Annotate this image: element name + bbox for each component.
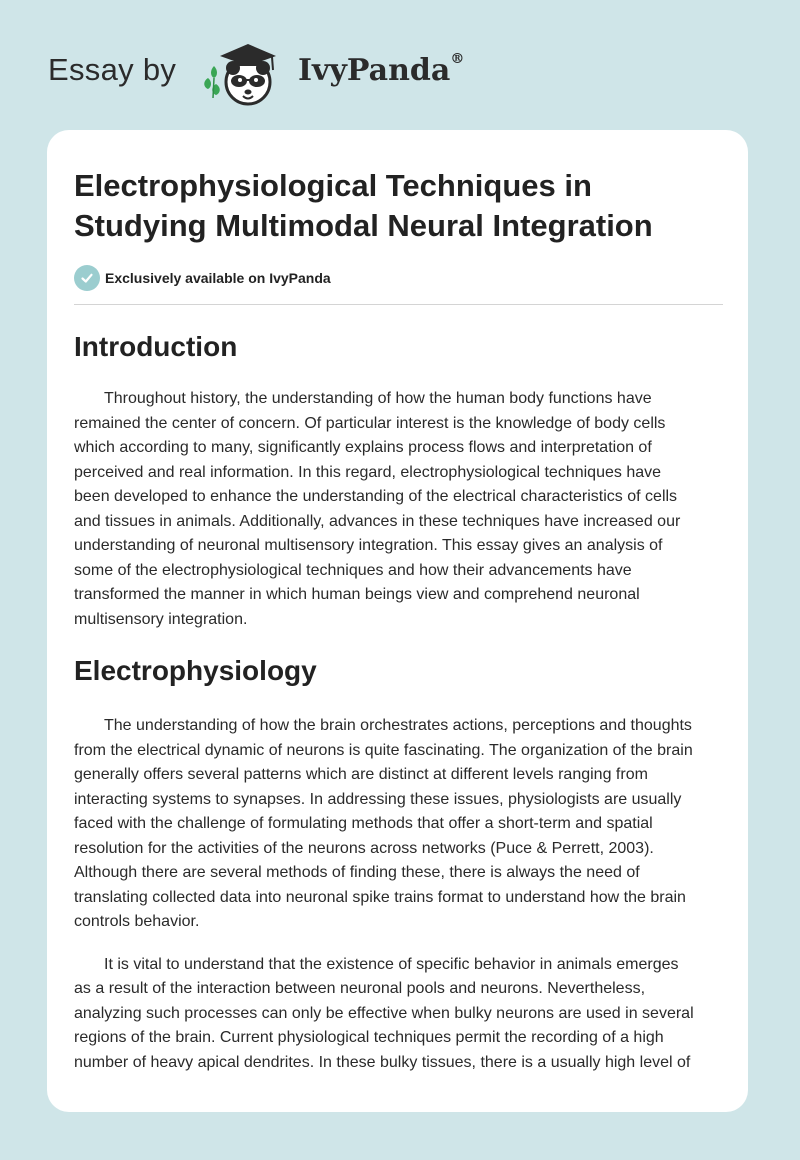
brand-header[interactable] — [48, 36, 508, 116]
divider — [74, 304, 723, 305]
brand-prefix: Essay by — [48, 52, 177, 87]
checkmark-icon — [74, 265, 100, 291]
exclusive-badge — [74, 265, 723, 291]
section-heading-electrophysiology: Electrophysiology — [74, 655, 317, 686]
ivypanda-logo-icon — [200, 36, 292, 108]
paragraph-electrophysiology-1: The understanding of how the brain orchestrates actions, perceptions and thoughts from the electrical dynamic of neurons is quite fascinating. The organization of the brain generally offers several patterns which are distinct at different levels ranging from interacting systems to synapses. In addressing these issues, physiologists are usually faced with the challenge of formulating methods that offer a short-term and spatial resolution for the activities of the neurons across networks (Puce & Perrett, 2003). Although there are several methods of finding these, there is always the need of translating collected data into neuronal spike trains format to understand how the brain controls behavior. — [74, 717, 693, 930]
exclusive-text: Exclusively available on IvyPanda — [105, 270, 331, 286]
paragraph-introduction: Throughout history, the understanding of how the human body functions have remained the center of concern. Of particular interest is the knowledge of body cells which according to many, significantly explains process flows and interpretation of perceived and real information. In this regard, electrophysiological techniques have been developed to enhance the understanding of the electrical characteristics of cells and tissues in animals. Additionally, advances in these techniques have increased our understanding of neuronal multisensory integration. This essay gives an analysis of some of the electrophysiological techniques and how their advancements have transformed the manner in which human beings view and comprehend neuronal multisensory integration. — [74, 390, 681, 628]
article-title: Electrophysiological Techniques in Studying Multimodal Neural Integration — [74, 168, 653, 243]
article-card — [47, 130, 748, 1112]
paragraph-electrophysiology-2: It is vital to understand that the existence of specific behavior in animals emerges as a result of the interaction between neuronal pools and neurons. Nevertheless, analyzing such processes can only be effective when bulky neurons are used in several regions of the brain. Current physiological techniques permit the recording of a high number of heavy apical dendrites. In these bulky tissues, there is a usually high level of — [74, 955, 694, 1071]
brand-name: IvyPanda® — [298, 51, 465, 88]
section-heading-introduction: Introduction — [74, 331, 238, 362]
